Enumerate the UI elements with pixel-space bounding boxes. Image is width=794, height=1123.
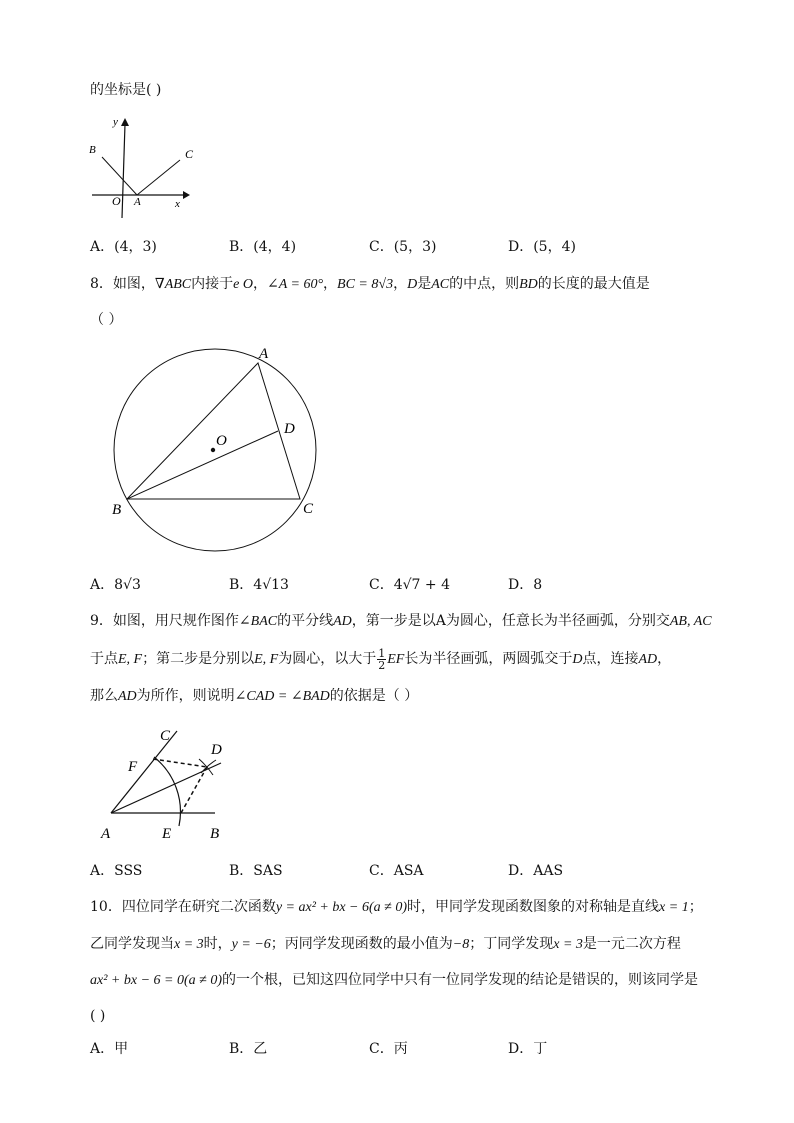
q9-figure [97,723,247,843]
q7-stem-tail: 的坐标是( ) [90,82,162,98]
q8-option-d[interactable]: D．8 [508,577,543,593]
q8-fig-d-label: D [284,421,295,437]
q9-fig-c-label: C [160,728,171,744]
q8-answer-paren: （ ） [90,312,123,328]
q10-option-a[interactable]: A．甲 [90,1041,129,1057]
q8-figure [100,335,340,575]
q7-fig-x-label: x [175,198,180,210]
q9-option-b[interactable]: B．SAS [229,863,283,879]
q8-option-a[interactable]: A．8√3 [90,577,141,593]
q9-option-d[interactable]: D．AAS [508,863,564,879]
q10-answer-paren: ( ) [90,1008,106,1024]
q8-fig-o-label: O [216,433,227,449]
q9-fig-b-label: B [210,826,220,842]
q7-fig-b-label: B [89,144,96,156]
q8-option-c[interactable]: C．4√7 + 4 [369,577,450,593]
q7-option-d[interactable]: D．(5，4) [508,239,576,255]
q9-fig-f-label: F [128,759,138,775]
q7-option-c[interactable]: C．(5，3) [369,239,437,255]
q9-stem-line3: 那么AD为所作，则说明∠CAD = ∠BAD的依据是（ ） [90,688,419,704]
q10-option-d[interactable]: D．丁 [508,1041,548,1057]
q7-fig-o-label: O [112,194,121,208]
q9-option-c[interactable]: C．ASA [369,863,424,879]
q7-option-b[interactable]: B．(4，4) [229,239,297,255]
q10-option-c[interactable]: C．丙 [369,1041,408,1057]
q9-half-fraction: $\frac{1}{2}$ [378,646,386,672]
q7-fig-a-label: A [134,196,141,208]
q9-stem-line2: 于点E, F；第二步是分别以E, F为圆心，以大于 $\frac{1}{2}$ EF长为半径画弧，两圆弧交于D点，连接AD， [90,646,672,672]
q7-option-a[interactable]: A．(4，3) [90,239,157,255]
q8-stem: 8．如图，∇ABC内接于e O，∠A = 60°，BC = 8√3，D是AC的中点，则BD的长度的最大值是 [90,276,650,292]
q9-fig-e-label: E [162,826,172,842]
q10-stem-line1: 10．四位同学在研究二次函数y = ax² + bx − 6(a ≠ 0)时，甲同学发现函数图象的对称轴是直线x = 1； [90,899,703,915]
q9-option-a[interactable]: A．SSS [90,863,143,879]
q8-option-b[interactable]: B．4√13 [229,577,289,593]
q7-figure [85,112,195,222]
q9-fig-a-label: A [101,826,111,842]
q10-stem-line3: ax² + bx − 6 = 0(a ≠ 0)的一个根，已知这四位同学中只有一位同学发现的结论是错误的，则该同学是 [90,972,698,988]
q9-stem-line1: 9．如图，用尺规作图作∠BAC的平分线AD，第一步是以A为圆心，任意长为半径画弧，分别交AB, AC [90,613,712,629]
q8-fig-b-label: B [112,502,122,518]
q10-stem-line2: 乙同学发现当x = 3时，y = −6；丙同学发现函数的最小值为−8；丁同学发现x = 3是一元二次方程 [90,936,681,952]
q10-option-b[interactable]: B．乙 [229,1041,268,1057]
q8-fig-a-label: A [259,346,269,362]
q8-fig-c-label: C [303,501,314,517]
q7-fig-y-label: y [113,116,118,128]
q9-fig-d-label: D [211,742,222,758]
q7-fig-c-label: C [185,147,194,161]
